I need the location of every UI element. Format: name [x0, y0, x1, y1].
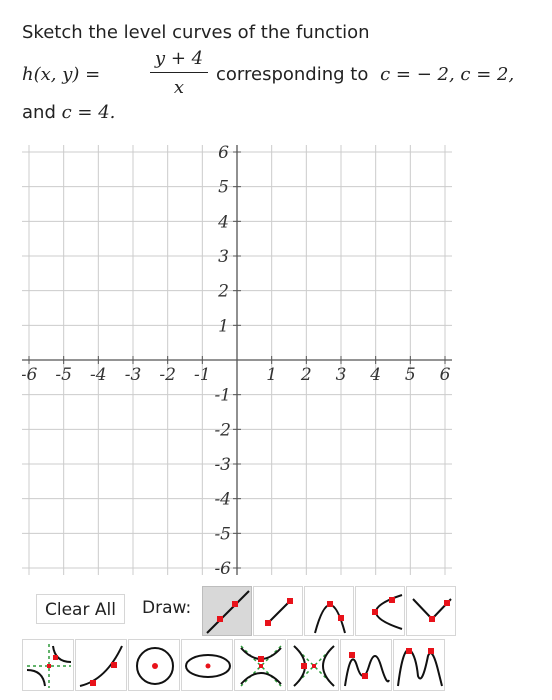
- x-tick-label: -4: [90, 365, 107, 385]
- last-c-value: c = 4.: [61, 102, 116, 123]
- y-tick-label: -1: [214, 385, 231, 406]
- y-tick-label: -3: [214, 455, 231, 475]
- clear-all-button[interactable]: Clear All: [36, 594, 125, 624]
- function-lhs: h(x, y) =: [22, 64, 101, 85]
- x-tick-label: 4: [370, 365, 382, 385]
- x-tick-label: -5: [55, 365, 72, 385]
- prompt-last: [22, 102, 115, 123]
- line-icon: [203, 587, 253, 637]
- x-tick-label: -3: [124, 365, 142, 385]
- toolbar-secondary: [22, 639, 552, 695]
- horizontal-hyperbola-tool[interactable]: [287, 639, 339, 691]
- absolute-value-icon: [407, 587, 457, 637]
- hyperbola-icon: [23, 640, 75, 692]
- and-label: and: [22, 102, 56, 123]
- exponential-icon: [76, 640, 128, 692]
- y-tick-label: 6: [218, 145, 229, 163]
- draw-label: Draw:: [142, 598, 192, 618]
- x-tick-label: 5: [404, 365, 416, 385]
- c-values: c = − 2, c = 2,: [380, 64, 515, 85]
- x-tick-label: -1: [194, 365, 211, 385]
- absolute-value-tool[interactable]: [406, 586, 456, 636]
- x-tick-label: 1: [266, 365, 278, 385]
- fraction-bar: [150, 72, 208, 73]
- prompt-intro: Sketch the level curves of the function: [22, 22, 370, 43]
- corresponding-text: [216, 64, 514, 85]
- vertical-hyperbola-icon: [235, 640, 287, 692]
- parabola-icon: [305, 587, 355, 637]
- x-tick-label: 6: [439, 365, 451, 385]
- y-tick-label: 3: [218, 247, 229, 267]
- function-fraction: [150, 48, 208, 98]
- ellipse-icon: [182, 640, 234, 692]
- hyperbola-tool[interactable]: [22, 639, 74, 691]
- circle-icon: [129, 640, 181, 692]
- cosine-icon: [394, 640, 446, 692]
- circle-tool[interactable]: [128, 639, 180, 691]
- y-tick-label: -5: [214, 524, 231, 545]
- line-tool[interactable]: [202, 586, 252, 636]
- corresponding-label: corresponding to: [216, 64, 369, 85]
- exponential-tool[interactable]: [75, 639, 127, 691]
- graph-canvas[interactable]: [22, 145, 452, 575]
- sine-tool[interactable]: [340, 639, 392, 691]
- y-tick-label: 5: [218, 177, 229, 198]
- graph-svg[interactable]: [22, 145, 452, 575]
- parabola-tool[interactable]: [304, 586, 354, 636]
- x-tick-label: 3: [335, 365, 347, 385]
- horizontal-hyperbola-icon: [288, 640, 340, 692]
- ellipse-tool[interactable]: [181, 639, 233, 691]
- y-tick-label: -4: [214, 489, 231, 510]
- toolbar: [22, 586, 552, 638]
- horizontal-parabola-tool[interactable]: [355, 586, 405, 636]
- cosine-tool[interactable]: [393, 639, 445, 691]
- sine-icon: [341, 640, 393, 692]
- prompt-function: [22, 48, 542, 104]
- vertical-hyperbola-tool[interactable]: [234, 639, 286, 691]
- x-tick-label: -2: [159, 365, 176, 385]
- y-tick-label: 1: [218, 316, 229, 337]
- y-tick-label: -6: [214, 559, 231, 575]
- x-tick-label: -6: [22, 365, 38, 385]
- fraction-numerator: y + 4: [154, 48, 204, 69]
- y-tick-label: -2: [214, 420, 231, 441]
- segment-tool[interactable]: [253, 586, 303, 636]
- fraction-denominator: x: [173, 77, 185, 98]
- y-tick-label: 2: [218, 281, 229, 302]
- x-tick-label: 2: [300, 365, 312, 385]
- horizontal-parabola-icon: [356, 587, 406, 637]
- y-tick-label: 4: [218, 212, 229, 233]
- segment-icon: [254, 587, 304, 637]
